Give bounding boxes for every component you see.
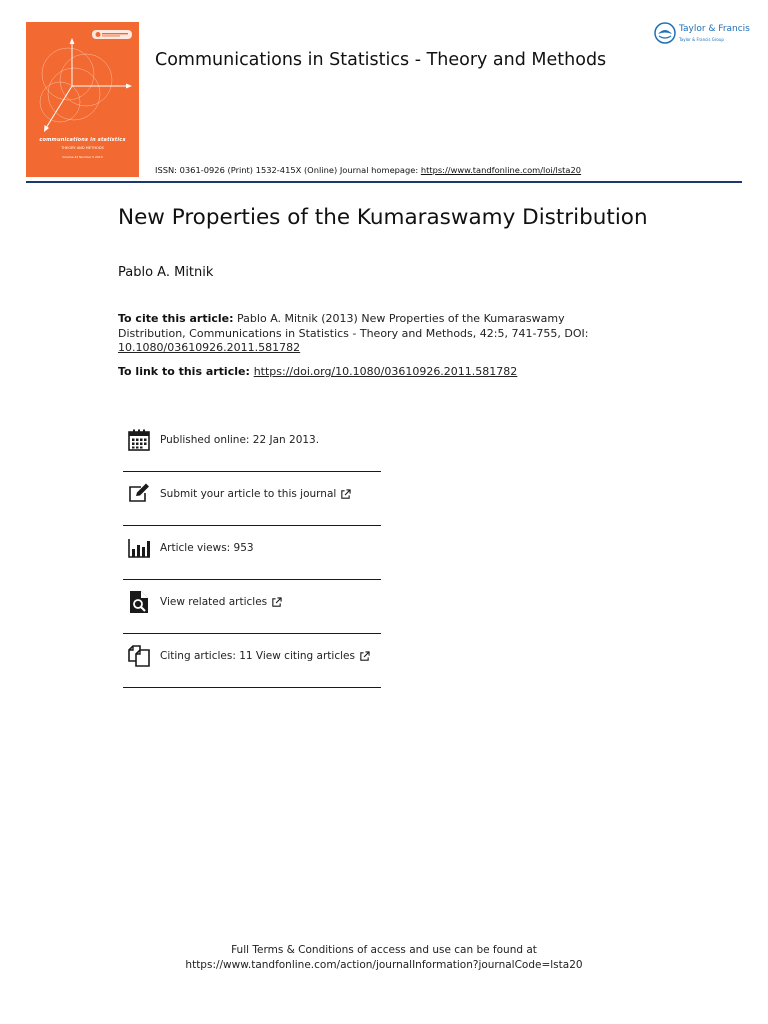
link-label: To link to this article:	[118, 365, 254, 378]
journal-cover	[26, 22, 139, 177]
citation-text: Pablo A. Mitnik (2013) New Properties of the Kumaraswamy Distribution, Communications in Statistics - Theory and Methods, 42:5, 741-755, DOI:	[118, 312, 589, 340]
issn-text: ISSN: 0361-0926 (Print) 1532-415X (Online) Journal homepage:	[155, 165, 421, 175]
published-date: Published online: 22 Jan 2013.	[160, 434, 320, 446]
calendar-icon	[127, 428, 151, 452]
header-divider	[26, 181, 742, 183]
cover-graphic	[26, 22, 139, 177]
cover-subtitle: THEORY AND METHODS	[61, 146, 104, 150]
citation-block	[118, 312, 618, 356]
article-doi-link[interactable]: https://doi.org/10.1080/03610926.2011.581782	[253, 365, 518, 378]
search-document-icon	[127, 590, 151, 614]
footer-terms-link[interactable]: https://www.tandfonline.com/action/journalInformation?journalCode=lsta20	[185, 958, 583, 971]
cover-meta: Volume 42 Number 5 2013	[62, 155, 103, 159]
article-author: Pablo A. Mitnik	[118, 265, 214, 280]
issn-line	[155, 165, 581, 175]
edit-icon	[127, 482, 151, 506]
external-link-icon	[271, 597, 282, 608]
citing-articles-label: Citing articles: 11 View citing articles	[160, 650, 355, 662]
cover-title: communications in statistics	[39, 137, 126, 143]
footer-terms	[0, 943, 768, 972]
publisher-logo[interactable]	[654, 22, 749, 48]
external-link-icon	[340, 489, 351, 500]
citing-articles-link[interactable]	[160, 650, 370, 662]
citation-doi-link[interactable]: 10.1080/03610926.2011.581782	[118, 341, 301, 354]
related-articles-link[interactable]	[160, 596, 282, 608]
article-views: Article views: 953	[160, 542, 254, 554]
published-online-row	[123, 418, 381, 472]
journal-homepage-link[interactable]: https://www.tandfonline.com/loi/lsta20	[420, 165, 582, 175]
submit-article-label: Submit your article to this journal	[160, 488, 337, 500]
article-views-row	[123, 526, 381, 580]
publisher-name: Taylor & Francis	[679, 24, 750, 34]
footer-line-1: Full Terms & Conditions of access and use can be found at	[231, 944, 537, 956]
taylor-francis-icon	[654, 22, 676, 44]
citation-label: To cite this article:	[118, 312, 234, 325]
copy-documents-icon	[127, 644, 151, 668]
article-title: New Properties of the Kumaraswamy Distribution	[118, 205, 648, 230]
bar-chart-icon	[127, 536, 151, 560]
article-info-list	[123, 418, 381, 688]
external-link-icon	[359, 651, 370, 662]
related-articles-label: View related articles	[160, 596, 268, 608]
submit-article-link[interactable]	[160, 488, 351, 500]
journal-title: Communications in Statistics - Theory and Methods	[155, 50, 607, 70]
article-link-line	[118, 365, 517, 378]
related-articles-row[interactable]	[123, 580, 381, 634]
citing-articles-row[interactable]	[123, 634, 381, 688]
submit-article-row[interactable]	[123, 472, 381, 526]
publisher-group: Taylor & Francis Group	[679, 37, 724, 42]
